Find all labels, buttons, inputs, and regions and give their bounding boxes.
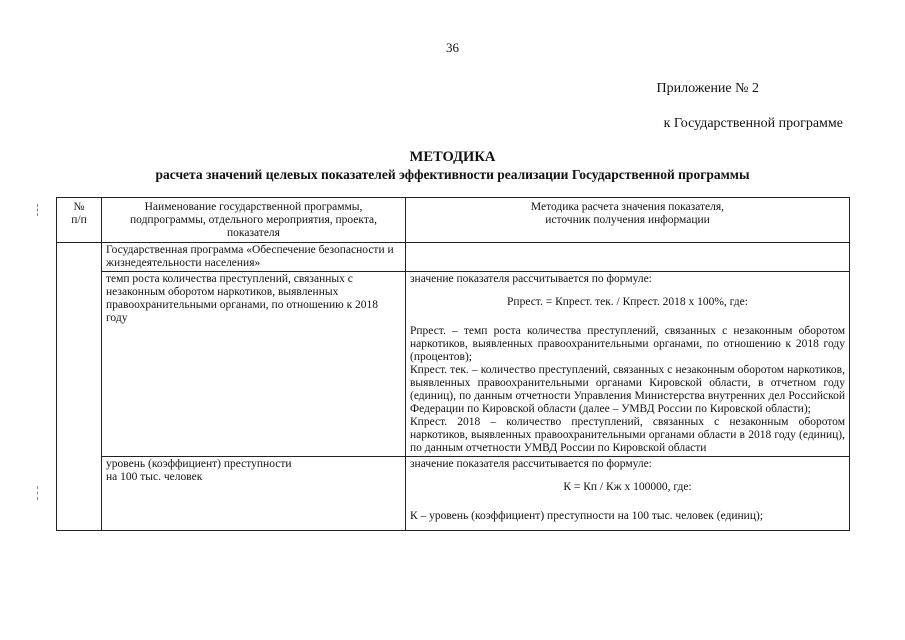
formula: К = Кп / Кж х 100000, где: xyxy=(563,481,692,493)
formula-definition: Кпрест. 2018 – количество преступлений, связанных с незаконным оборотом наркотиков, выявленных правоохранительными органами области в 2018 году (единиц), по данным отчетности УМВД России по Кировской области xyxy=(410,416,845,454)
header-name-line: показателя xyxy=(227,227,280,239)
document-subtitle: расчета значений целевых показателей эффективности реализации Государственной программы xyxy=(155,167,750,182)
table-row xyxy=(57,243,850,272)
scan-margin-mark xyxy=(37,204,39,216)
formula-intro: значение показателя рассчитывается по формуле: xyxy=(410,458,652,470)
indicator-method-cell xyxy=(406,457,850,531)
header-method-line: источник получения информации xyxy=(545,214,710,226)
appendix-label: Приложение № 2 xyxy=(656,81,759,96)
scan-margin-mark xyxy=(37,486,39,500)
table-row xyxy=(57,457,850,531)
formula-definition: К – уровень (коэффициент) преступности на 100 тыс. человек (единиц); xyxy=(410,510,764,522)
row-number-cell xyxy=(57,243,102,531)
header-method-line: Методика расчета значения показателя, xyxy=(530,201,725,213)
indicator-method-cell xyxy=(406,272,850,457)
program-method-cell xyxy=(406,243,850,272)
indicator-name-cell xyxy=(102,457,406,531)
table-header-row xyxy=(57,198,850,243)
table-row xyxy=(57,272,850,457)
header-number-line: п/п xyxy=(71,214,87,226)
formula-definition: Рпрест. – темп роста количества преступлений, связанных с незаконным оборотом наркотиков, выявленных правоохранительными органами, по отношению к 2018 году (процентов); xyxy=(410,325,845,363)
header-method xyxy=(406,198,850,243)
document-title: МЕТОДИКА xyxy=(409,149,496,165)
methodology-table xyxy=(56,197,850,531)
indicator-name-line: на 100 тыс. человек xyxy=(106,471,203,483)
header-number xyxy=(57,198,102,243)
header-name-line: Наименование государственной программы, xyxy=(144,201,363,213)
formula-intro: значение показателя рассчитывается по формуле: xyxy=(410,273,652,285)
formula-definition: Кпрест. тек. – количество преступлений, связанных с незаконным оборотом наркотиков, выявленных правоохранительными органами Кировской области, в отчетном году (единиц), по данным отчетности Управления Министерства внутренних дел Российской Федерации по Кировской области (далее – УМВД России по Кировской области); xyxy=(410,364,845,415)
formula: Рпрест. = Кпрест. тек. / Кпрест. 2018 х 100%, где: xyxy=(507,296,748,308)
appendix-sublabel: к Государственной программе xyxy=(663,116,843,131)
indicator-name-line: уровень (коэффициент) преступности xyxy=(106,458,292,470)
page-number: 36 xyxy=(446,40,459,55)
header-name xyxy=(102,198,406,243)
header-name-line: подпрограммы, отдельного мероприятия, проекта, xyxy=(130,214,377,226)
header-number-line: № xyxy=(73,201,85,213)
indicator-name-cell: темп роста количества преступлений, связанных с незаконным оборотом наркотиков, выявленных правоохранительными органами, по отношению к 2018 году xyxy=(102,272,406,457)
program-name-cell: Государственная программа «Обеспечение безопасности и жизнедеятельности населения» xyxy=(102,243,406,272)
